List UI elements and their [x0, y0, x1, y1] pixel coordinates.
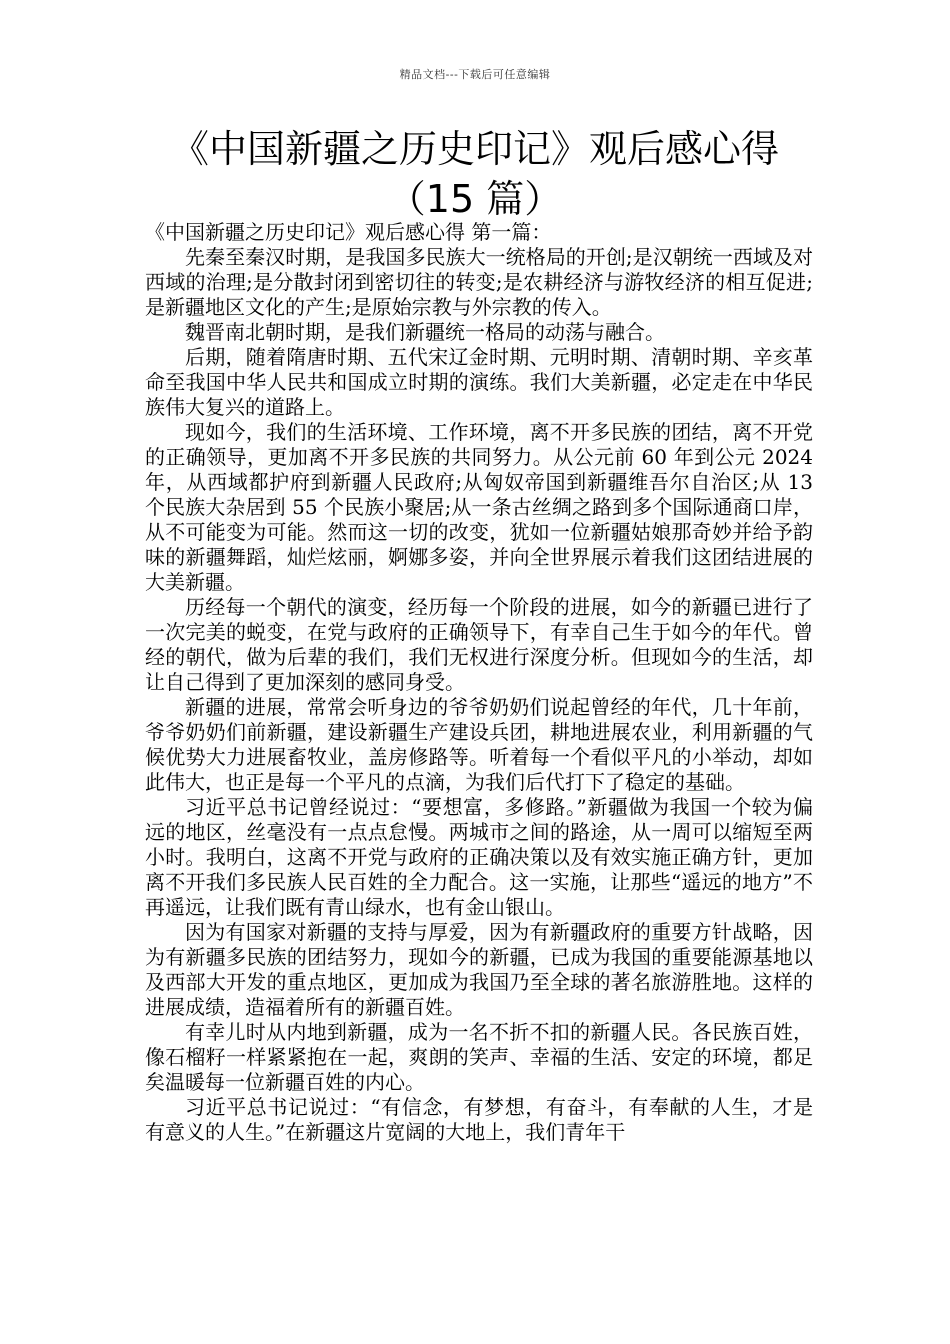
paragraph: 习近平总书记曾经说过：“要想富，多修路。”新疆做为我国一个较为偏远的地区，丝毫没有一点点怠慢。两城市之间的路途，从一周可以缩短至两小时。我明白，这离不开党与政府的正确决策以及有效实施正确方针，更加离不开我们多民族人民百姓的全力配合。这一实施，让那些“遥远的地方”不再遥远，让我们既有青山绿水，也有金山银山。 [145, 795, 813, 919]
paragraph: 因为有国家对新疆的支持与厚爱，因为有新疆政府的重要方针战略，因为有新疆多民族的团结努力，现如今的新疆，已成为我国的重要能源基地以及西部大开发的重点地区，更加成为我国乃至全球的著名旅游胜地。这样的进展成绩，造福着所有的新疆百姓。 [145, 920, 813, 1019]
paragraph: 有幸儿时从内地到新疆，成为一名不折不扣的新疆人民。各民族百姓，像石榴籽一样紧紧抱在一起，爽朗的笑声、幸福的生活、安定的环境，都足矣温暖每一位新疆百姓的内心。 [145, 1020, 813, 1094]
paragraph: 习近平总书记说过：“有信念，有梦想，有奋斗，有奉献的人生，才是有意义的人生。”在新疆这片宽阔的大地上，我们青年干 [145, 1095, 813, 1144]
title-line-1: 《中国新疆之历史印记》观后感心得 [170, 127, 779, 171]
paragraph: 现如今，我们的生活环境、工作环境，离不开多民族的团结，离不开党的正确领导，更加离不开多民族的共同努力。从公元前 60 年到公元 2024 年，从西域都护府到新疆人民政府;从匈奴帝国到新疆维吾尔自治区;从 13 个民族大杂居到 55 个民族小聚居;从一条古丝绸之路到多个国际通商口岸，从不可能变为可能。然而这一切的改变，犹如一位新疆姑娘那奇妙并给予韵味的新疆舞蹈，灿烂炫丽，婀娜多姿，并向全世界展示着我们这团结进展的大美新疆。 [145, 420, 813, 594]
paragraph: 先秦至秦汉时期，是我国多民族大一统格局的开创;是汉朝统一西域及对西域的治理;是分散封闭到密切往的转变;是农耕经济与游牧经济的相互促进;是新疆地区文化的产生;是原始宗教与外宗教的传入。 [145, 245, 813, 319]
paragraph: 新疆的进展，常常会听身边的爷爷奶奶们说起曾经的年代，几十年前，爷爷奶奶们前新疆，建设新疆生产建设兵团，耕地进展农业，利用新疆的气候优势大力进展畜牧业，盖房修路等。听着每一个看似平凡的小举动，却如此伟大，也正是每一个平凡的点滴，为我们后代打下了稳定的基础。 [145, 695, 813, 794]
title-line-2: （15 篇） [387, 177, 563, 221]
paragraph: 后期，随着隋唐时期、五代宋辽金时期、元明时期、清朝时期、辛亥革命至我国中华人民共和国成立时期的演练。我们大美新疆，必定走在中华民族伟大复兴的道路上。 [145, 345, 813, 419]
document-header-note: 精品文档---下载后可任意编辑 [399, 68, 551, 81]
paragraph: 魏晋南北朝时期，是我们新疆统一格局的动荡与融合。 [185, 320, 665, 344]
paragraph: 历经每一个朝代的演变，经历每一个阶段的进展，如今的新疆已进行了一次完美的蜕变，在党与政府的正确领导下，有幸自己生于如今的年代。曾经的朝代，做为后辈的我们，我们无权进行深度分析。但现如今的生活，却让自己得到了更加深刻的感同身受。 [145, 595, 813, 694]
section-heading: 《中国新疆之历史印记》观后感心得 第一篇： [145, 220, 552, 244]
document-body [145, 220, 813, 1145]
document-title [0, 124, 950, 224]
